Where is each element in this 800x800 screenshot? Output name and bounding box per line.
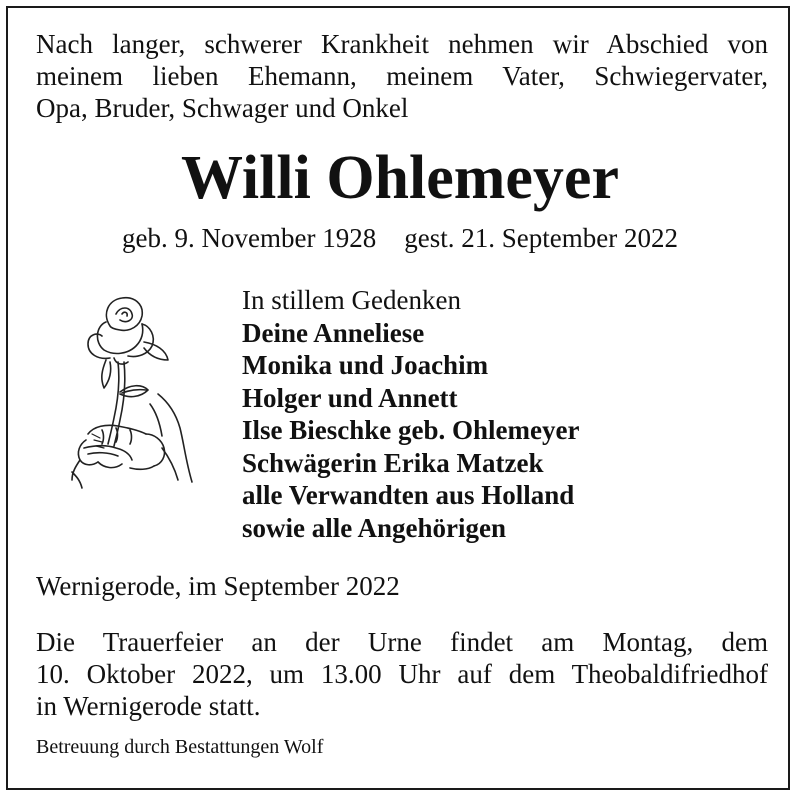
mourner-name: Schwägerin Erika Matzek <box>242 447 544 478</box>
rose-in-hand-illustration <box>58 284 208 504</box>
mourner-name: Holger und Annett <box>242 382 458 413</box>
ceremony-line: 10. Oktober 2022, um 13.00 Uhr auf dem Theobaldifriedhof <box>36 659 768 689</box>
death-date: gest. 21. September 2022 <box>404 223 678 253</box>
birth-date: geb. 9. November 1928 <box>122 223 377 253</box>
mourners-heading: In stillem Gedenken <box>242 285 461 315</box>
intro-line: meinem lieben Ehemann, meinem Vater, Schwiegervater, <box>36 61 768 91</box>
mourner-name: sowie alle Angehörigen <box>242 512 506 543</box>
mourners-list <box>242 284 579 544</box>
mourner-name: Ilse Bieschke geb. Ohlemeyer <box>242 415 580 445</box>
ceremony-line: Die Trauerfeier an der Urne findet am Montag, dem <box>36 627 768 657</box>
mourner-name: Deine Anneliese <box>242 317 425 348</box>
intro-line: Opa, Bruder, Schwager und Onkel <box>36 93 409 123</box>
intro-text <box>36 28 768 124</box>
mourner-name: alle Verwandten aus Holland <box>242 480 575 510</box>
ceremony-text <box>36 626 768 722</box>
ceremony-line: in Wernigerode statt. <box>36 691 261 721</box>
deceased-name: Willi Ohlemeyer <box>181 144 619 212</box>
life-dates <box>0 222 800 254</box>
funeral-home-credit: Betreuung durch Bestattungen Wolf <box>36 736 324 758</box>
place-date: Wernigerode, im September 2022 <box>36 571 400 601</box>
intro-line: Nach langer, schwerer Krankheit nehmen wir Abschied von <box>36 29 768 59</box>
mourner-name: Monika und Joachim <box>242 350 489 380</box>
